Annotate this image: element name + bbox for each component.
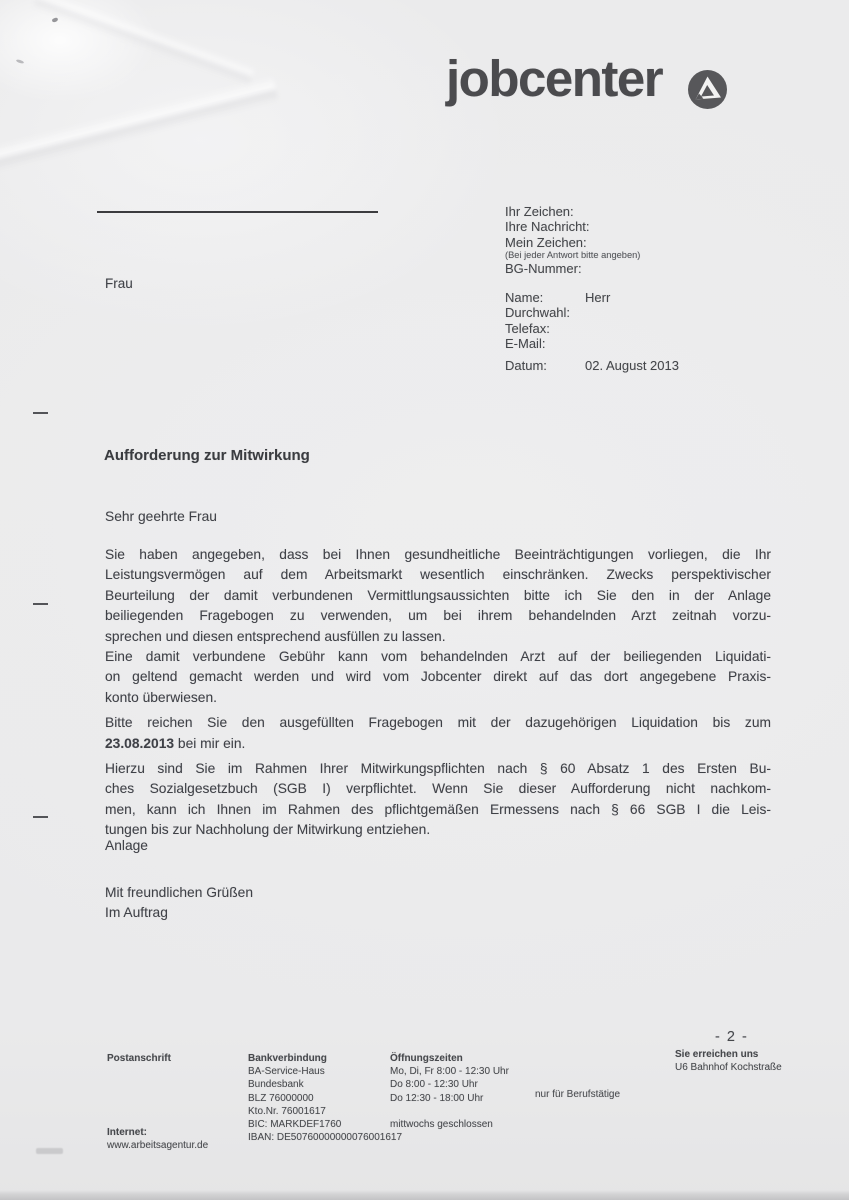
body-line: on geltend gemacht werden und wird vom Jobcenter direkt auf das dort angegebene Praxis- [105,669,771,685]
durchwahl-label: Durchwahl: [505,305,571,321]
scan-smudge [36,1148,63,1154]
subject-line: Aufforderung zur Mitwirkung [104,447,310,464]
body-line: men, kann ich Ihnen im Rahmen des pflichtgemäßen Ermessens nach § 66 SGB I die Leis- [105,801,771,817]
jobcenter-wordmark: jobcenter [446,50,663,107]
name-value: Herr [585,290,611,306]
fold-mark [33,603,48,605]
hours-line: Do 8:00 - 12:30 Uhr [390,1079,478,1091]
footer-internet-block [107,1126,208,1152]
ihre-nachricht-label: Ihre Nachricht: [505,219,590,235]
scan-speck [16,59,25,64]
scan-bottom-edge [0,1190,849,1200]
deadline-line [105,734,771,754]
body-line: Beurteilung der damit verbundenen Vermittlungsaussichten bitte ich Sie den in der Anlage [105,587,771,603]
letter-body [105,545,771,841]
fold-mark [33,412,48,414]
footer-hours-column [390,1052,509,1131]
bank-line: BIC: MARKDEF1760 [248,1119,342,1131]
body-line: Leistungsvermögen auf dem Arbeitsmarkt wesentlich einschränken. Zwecks perspektivischer [105,567,771,583]
body-line: sprechen und diesen entsprechend ausfüllen zu lassen. [105,628,446,644]
paragraph-1 [105,545,771,647]
bank-line: Kto.Nr. 76001617 [248,1105,326,1117]
reach-title: Sie erreichen uns [675,1049,759,1060]
datum-label: Datum: [505,358,547,374]
body-line: tungen bis zur Nachholung der Mitwirkung entziehen. [105,822,431,838]
page-number: - 2 - [715,1029,749,1045]
enclosure-note: Anlage [105,838,148,853]
postanschrift-title: Postanschrift [107,1053,171,1064]
deadline-date: 23.08.2013 [105,735,175,751]
footer-reach-column [675,1048,782,1074]
datum-value: 02. August 2013 [585,358,679,374]
closing-block [105,883,253,924]
body-line: ches Sozialgesetzbuch (SGB I) verpflichtet. Wenn Sie dieser Aufforderung nicht nachkom- [105,781,771,797]
paragraph-4 [105,759,771,841]
body-line: Hierzu sind Sie im Rahmen Ihrer Mitwirkungspflichten nach § 60 Absatz 1 des Ersten Bu- [105,760,771,776]
reach-line: U6 Bahnhof Kochstraße [675,1062,782,1074]
mein-zeichen-label: Mein Zeichen: [505,234,587,250]
redacted-sender-line [97,211,378,213]
datum-row [505,358,679,373]
recipient-salutation: Frau [105,276,133,291]
closing-greeting: Mit freundlichen Grüßen [105,885,253,900]
reference-block [505,204,679,374]
bank-line: IBAN: DE50760000000076001617 [248,1132,403,1144]
salutation-line: Sehr geehrte Frau [105,509,217,524]
hours-line: Mo, Di, Fr 8:00 - 12:30 Uhr [390,1066,509,1078]
name-row [505,290,679,305]
body-line: konto überwiesen. [105,689,217,705]
spacer [505,276,679,290]
ihr-zeichen-label: Ihr Zeichen: [505,204,574,219]
bg-nummer-label: BG-Nummer: [505,260,582,276]
bank-line: BA-Service-Haus [248,1066,325,1078]
paragraph-2 [105,647,771,708]
telefax-label: Telefax: [505,320,550,336]
paragraph-3 [105,713,771,754]
spacer [390,1105,509,1118]
bundesagentur-logo-icon [687,69,728,110]
hours-closed-note: mittwochs geschlossen [390,1119,493,1130]
signature-note: Im Auftrag [105,905,168,921]
deadline-rest: bei mir ein. [174,735,246,751]
body-line: Bitte reichen Sie den ausgefüllten Fragebogen mit der dazugehörigen Liquidation bis zum [105,715,771,731]
name-label: Name: [505,290,544,306]
hours-work-note: nur für Berufstätige [535,1089,621,1100]
body-line: beiliegenden Fragebogen zu verwenden, um bei ihrem behandelnden Arzt zeitnah vorzu- [105,608,771,624]
spacer [505,351,679,358]
body-line: Sie haben angegeben, dass bei Ihnen gesundheitliche Beeinträchtigungen vorliegen, die Ihr [105,547,771,562]
hours-line: Do 12:30 - 18:00 Uhr [390,1092,484,1104]
fold-mark [33,816,48,818]
paper-crease [28,0,261,98]
footer-bank-column [248,1052,402,1144]
oeffnungszeiten-title: Öffnungszeiten [390,1053,463,1064]
footer-postal-column [107,1052,171,1065]
mein-zeichen-note: (Bei jeder Antwort bitte angeben) [505,249,641,260]
internet-label: Internet: [107,1127,147,1138]
internet-url: www.arbeitsagentur.de [107,1140,209,1152]
bank-line: BLZ 76000000 [248,1092,314,1104]
bank-line: Bundesbank [248,1079,304,1091]
email-label: E-Mail: [505,336,546,352]
bankverbindung-title: Bankverbindung [248,1053,327,1064]
body-line: Eine damit verbundene Gebühr kann vom behandelnden Arzt auf der beiliegenden Liquidati- [105,648,771,664]
